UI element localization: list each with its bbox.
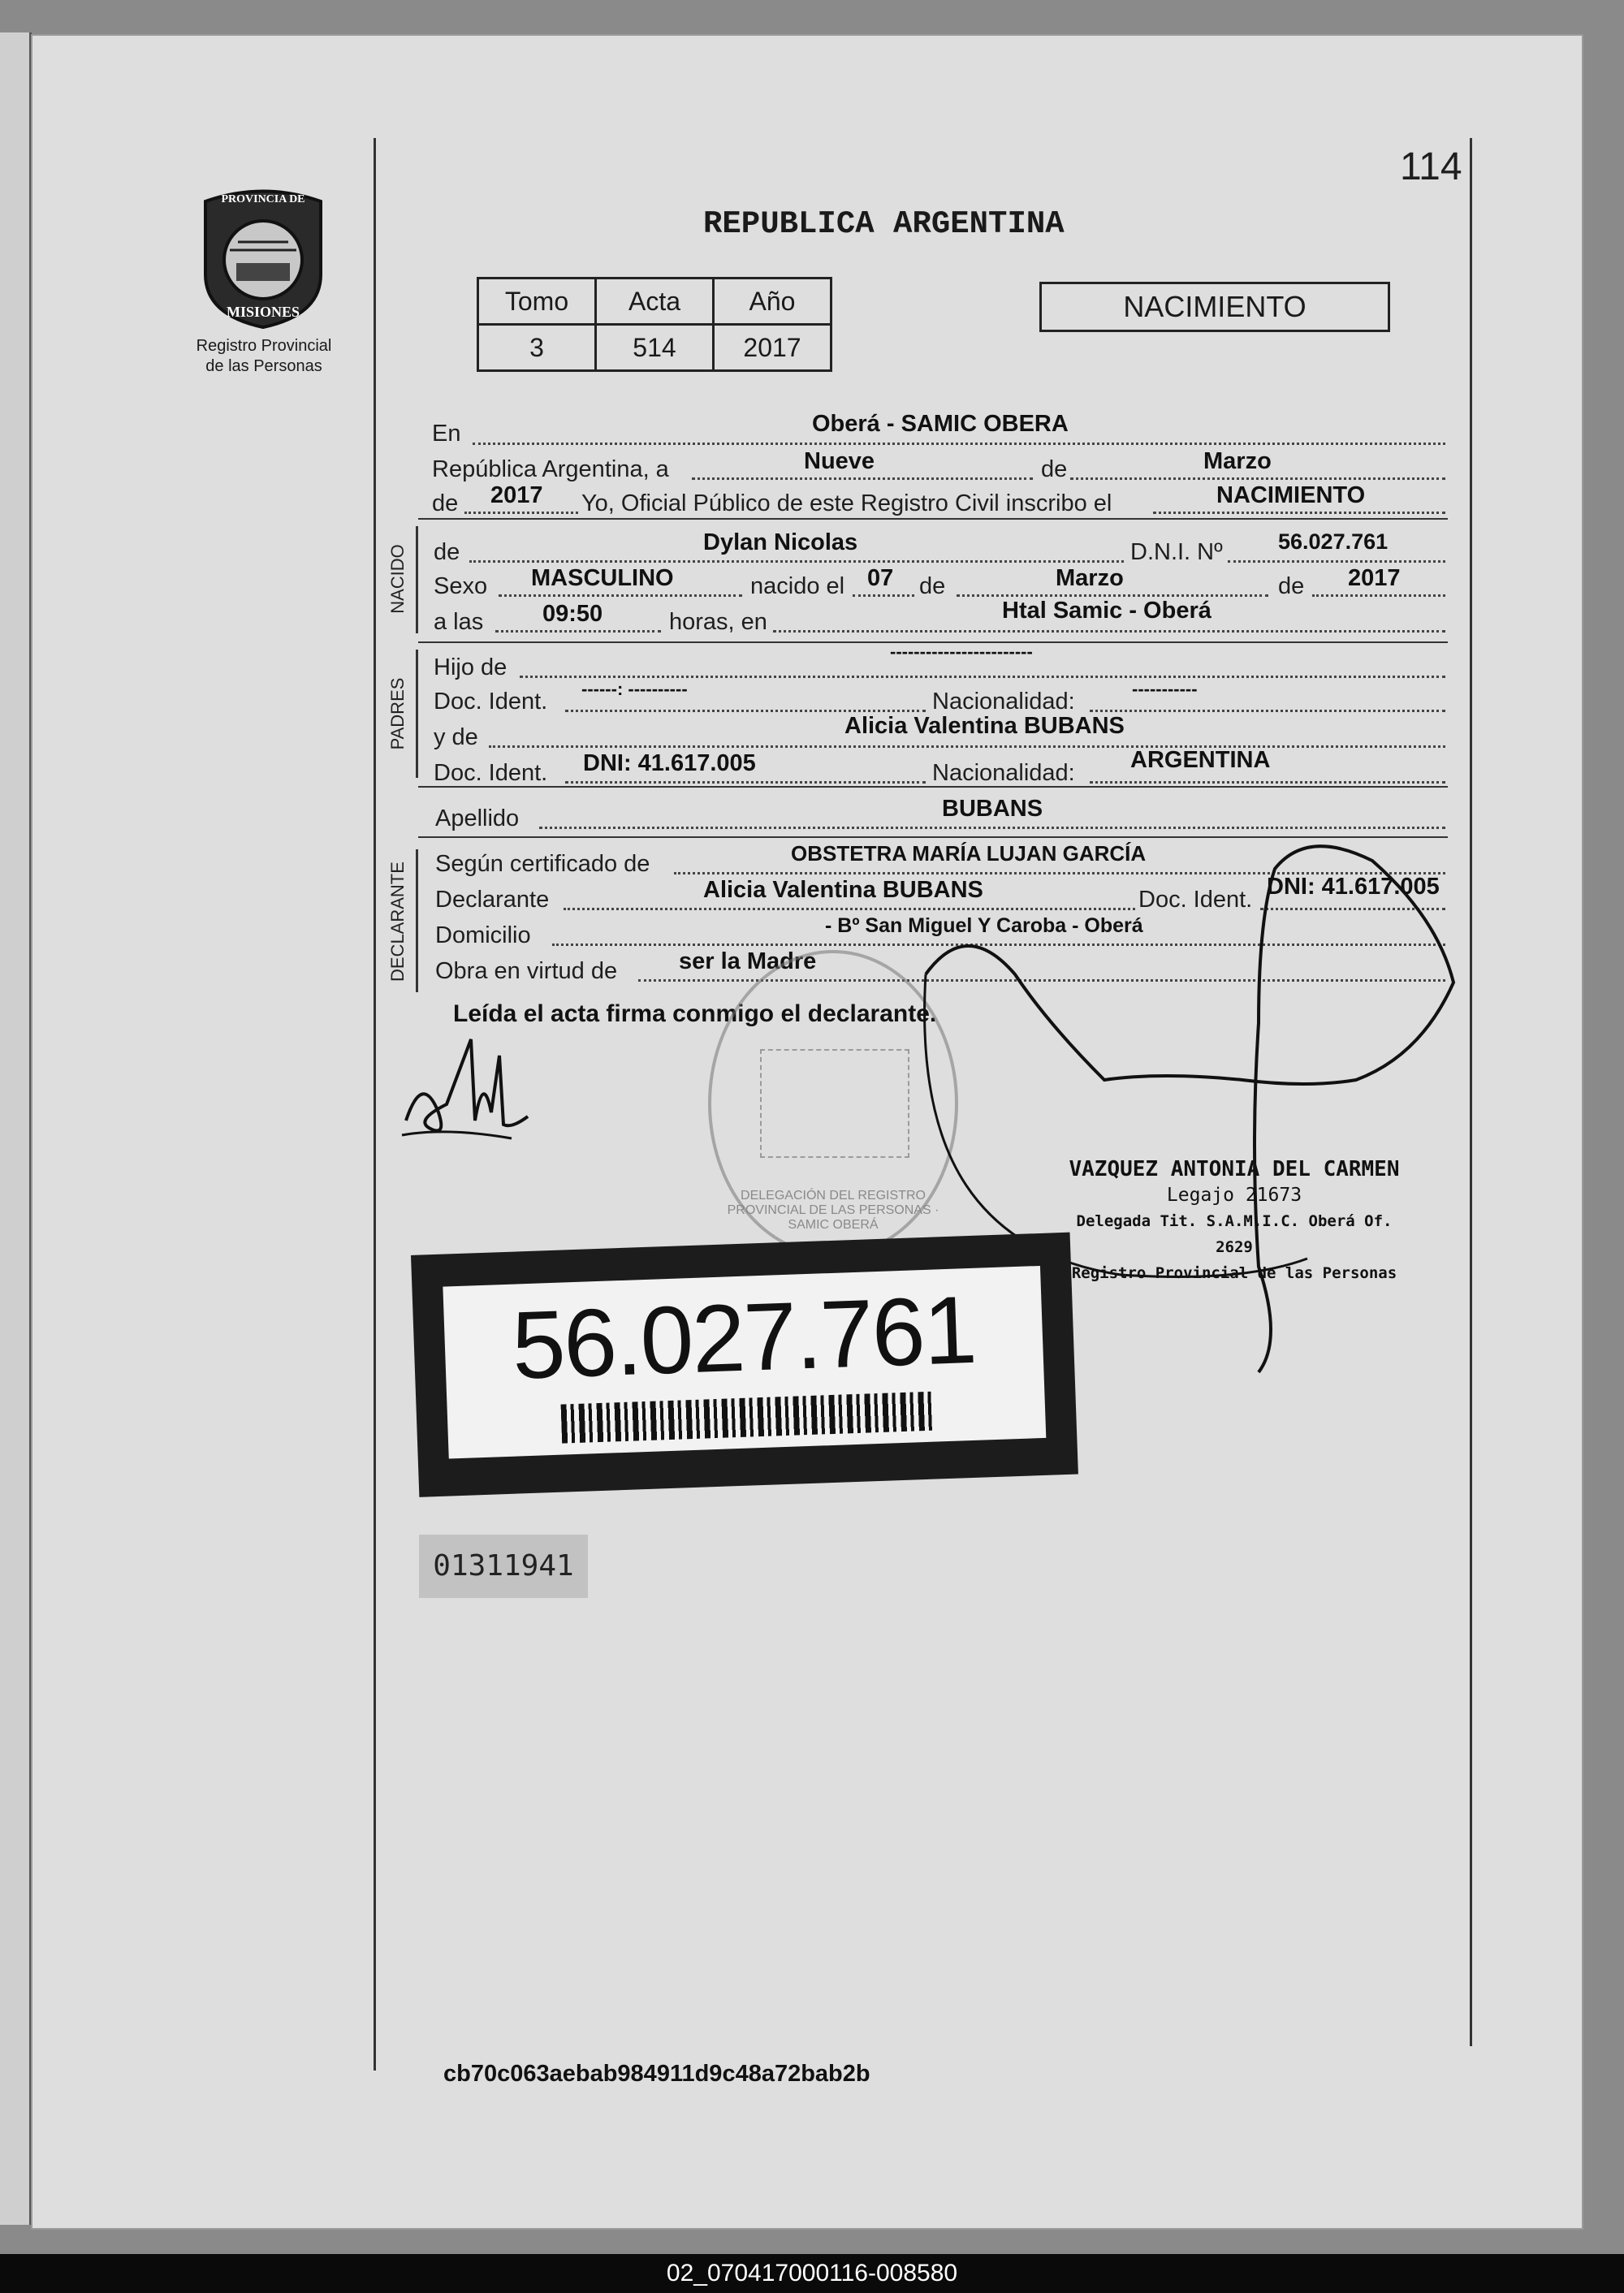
doc1-label: Doc. Ident. xyxy=(434,689,548,715)
dotted-line xyxy=(1090,781,1445,784)
en-label: En xyxy=(432,421,461,447)
seal-bottom-text: MISIONES xyxy=(226,304,300,320)
dotted-line xyxy=(1228,560,1445,563)
dotted-line xyxy=(495,630,661,633)
intro-day-value: Nueve xyxy=(804,448,875,474)
nacido-de3-label: de xyxy=(1278,573,1305,599)
id-label xyxy=(411,1233,1078,1497)
father-value: ------------------------ xyxy=(890,641,1033,662)
dotted-line xyxy=(489,745,1445,748)
seal-caption-line1: Registro Provincial xyxy=(196,337,332,355)
serial-sticker-value: 01311941 xyxy=(433,1549,574,1583)
dotted-line xyxy=(1153,512,1445,514)
footer-bar xyxy=(0,2254,1624,2293)
intro-year-value: 2017 xyxy=(490,482,543,508)
official-registry: Registro Provincial de las Personas xyxy=(1071,1264,1397,1282)
docid-label: Doc. Ident. xyxy=(1138,887,1253,913)
nac1-value: ----------- xyxy=(1132,679,1198,699)
closing-statement: Leída el acta firma conmigo el declarante. xyxy=(453,1000,937,1027)
declarante-section-label: DECLARANTE xyxy=(387,861,408,982)
obra-value: ser la Madre xyxy=(679,948,817,974)
nac2-label: Nacionalidad: xyxy=(932,760,1075,786)
yde-label: y de xyxy=(434,724,478,750)
dotted-line xyxy=(1090,710,1445,712)
seal-caption-line2: de las Personas xyxy=(205,357,322,375)
birth-time-value: 09:50 xyxy=(542,601,603,627)
dotted-line xyxy=(1312,594,1445,597)
alas-label: a las xyxy=(434,609,484,635)
mother-value: Alicia Valentina BUBANS xyxy=(844,713,1125,739)
dni-label: D.N.I. Nº xyxy=(1130,539,1223,565)
dotted-line xyxy=(565,781,926,784)
left-margin-line xyxy=(374,138,376,2071)
stamp-crest-icon xyxy=(760,1049,909,1158)
birth-place-value: Htal Samic - Oberá xyxy=(1002,598,1212,624)
seal-top-text: PROVINCIA DE xyxy=(221,193,305,205)
docid-value: DNI: 41.617.005 xyxy=(1267,874,1440,900)
dotted-line xyxy=(957,594,1268,597)
doc2-label: Doc. Ident. xyxy=(434,760,548,786)
padres-section-label: PADRES xyxy=(387,677,408,750)
table-header: Año xyxy=(714,279,831,325)
dotted-line xyxy=(473,443,1445,445)
dotted-line xyxy=(565,710,926,712)
table-cell: 2017 xyxy=(714,325,831,371)
dotted-line xyxy=(464,512,578,514)
official-name: VAZQUEZ ANTONIA DEL CARMEN xyxy=(1069,1157,1400,1181)
intro-act-value: NACIMIENTO xyxy=(1216,482,1366,508)
republica-label: República Argentina, a xyxy=(432,456,669,482)
footer-text: 02_070417000116-008580 xyxy=(666,2260,958,2287)
domicilio-label: Domicilio xyxy=(435,922,531,948)
declarant-signature xyxy=(398,1023,536,1161)
child-dni-value: 56.027.761 xyxy=(1278,529,1389,554)
document-hash: cb70c063aebab984911d9c48a72bab2b xyxy=(443,2061,870,2087)
official-legajo: Legajo 21673 xyxy=(1166,1185,1302,1206)
record-table xyxy=(477,277,832,372)
declarante-bracket xyxy=(416,849,418,992)
segun-label: Según certificado de xyxy=(435,851,650,877)
official-position: Delegada Tit. S.A.M.I.C. Oberá Of. 2629 xyxy=(1076,1212,1393,1256)
birth-year-value: 2017 xyxy=(1348,565,1401,591)
doc2-value: DNI: 41.617.005 xyxy=(583,750,756,776)
nacido-bracket xyxy=(416,526,418,633)
nacido-el-label: nacido el xyxy=(750,573,845,599)
dotted-line xyxy=(853,594,914,597)
en-value: Oberá - SAMIC OBERA xyxy=(812,411,1069,437)
misiones-seal xyxy=(197,185,329,330)
dotted-line xyxy=(520,676,1445,678)
record-table-value-row xyxy=(478,325,831,371)
adjacent-page-edge xyxy=(0,32,32,2225)
act-type-box xyxy=(1039,282,1390,332)
record-table-header-row xyxy=(478,279,831,325)
dotted-line xyxy=(469,560,1124,563)
oficial-text: Yo, Oficial Público de este Registro Civil inscribo el xyxy=(581,490,1112,516)
nacido-de-label: de xyxy=(434,539,460,565)
intro-month-value: Marzo xyxy=(1203,448,1272,474)
birth-day-value: 07 xyxy=(867,565,894,591)
section-rule xyxy=(418,518,1448,520)
nac2-value: ARGENTINA xyxy=(1130,747,1271,773)
declarante-value: Alicia Valentina BUBANS xyxy=(703,877,983,903)
table-header: Tomo xyxy=(478,279,596,325)
dotted-line xyxy=(499,594,742,597)
id-label-panel xyxy=(443,1266,1046,1459)
de2-label: de xyxy=(432,490,459,516)
sexo-label: Sexo xyxy=(434,573,488,599)
table-cell: 3 xyxy=(478,325,596,371)
dotted-line xyxy=(773,630,1445,633)
domicilio-value: - Bº San Miguel Y Caroba - Oberá xyxy=(825,914,1143,937)
round-stamp-text: DELEGACIÓN DEL REGISTRO PROVINCIAL DE LAS PERSONAS · SAMIC OBERÁ xyxy=(727,1189,939,1232)
dotted-line xyxy=(1070,477,1445,480)
apellido-label: Apellido xyxy=(435,805,520,831)
barcode xyxy=(561,1392,935,1444)
nac1-label: Nacionalidad: xyxy=(932,689,1075,715)
declarante-label: Declarante xyxy=(435,887,550,913)
section-rule xyxy=(418,786,1448,788)
table-header: Acta xyxy=(596,279,714,325)
nacido-section-label: NACIDO xyxy=(387,544,408,614)
table-cell: 514 xyxy=(596,325,714,371)
act-type-label: NACIMIENTO xyxy=(1123,290,1307,323)
dotted-line xyxy=(692,477,1033,480)
id-label-number: 56.027.761 xyxy=(510,1276,978,1400)
page-number: 114 xyxy=(1400,145,1462,188)
birth-month-value: Marzo xyxy=(1056,565,1124,591)
seal-caption xyxy=(179,336,349,377)
padres-bracket xyxy=(416,650,418,778)
segun-value: OBSTETRA MARÍA LUJAN GARCÍA xyxy=(791,841,1147,866)
serial-sticker xyxy=(419,1535,588,1598)
child-name-value: Dylan Nicolas xyxy=(703,529,858,555)
horas-label: horas, en xyxy=(669,609,767,635)
sexo-value: MASCULINO xyxy=(531,565,674,591)
obra-label: Obra en virtud de xyxy=(435,958,618,984)
doc1-value: ------: ---------- xyxy=(581,679,688,699)
apellido-value: BUBANS xyxy=(942,796,1043,822)
hijo-label: Hijo de xyxy=(434,654,508,680)
nacido-de2-label: de xyxy=(919,573,946,599)
official-block xyxy=(1056,1156,1413,1286)
de-label: de xyxy=(1041,456,1068,482)
document-title: REPUBLICA ARGENTINA xyxy=(703,206,1065,242)
